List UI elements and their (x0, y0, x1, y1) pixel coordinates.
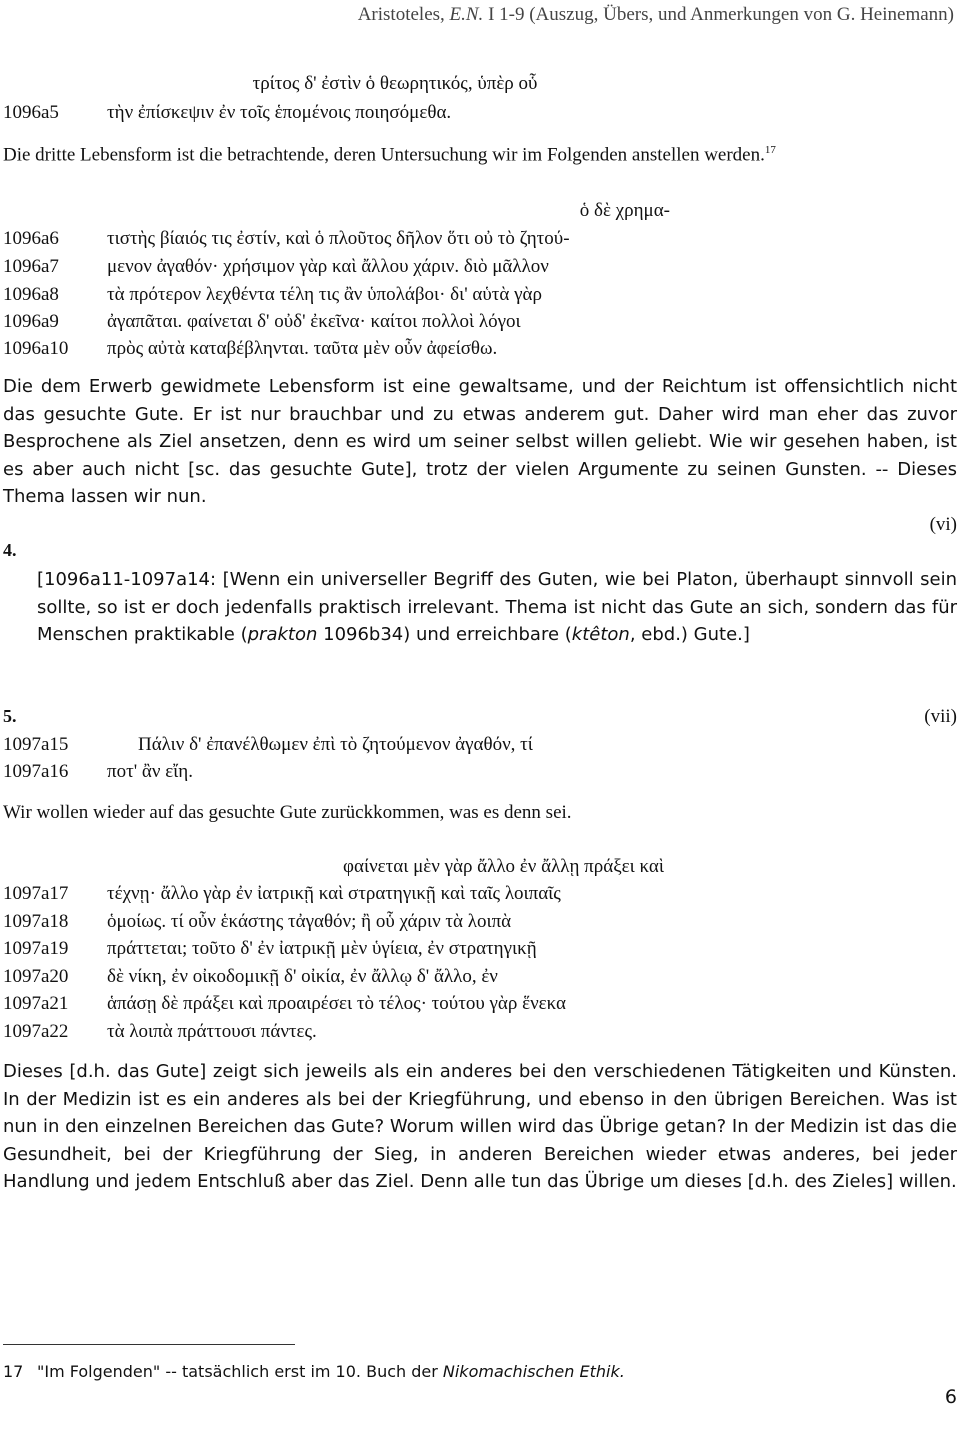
greek-text: ὁμοίως. τί οὖν ἑκάστης τἀγαθόν; ἢ οὗ χάριν τὰ λοιπὰ (107, 911, 512, 932)
translation: Wir wollen wieder auf das gesuchte Gute zurückkommen, was es denn sei. (3, 802, 572, 823)
greek-text: δὲ νίκη, ἐν οἰκοδομικῇ δ' οἰκία, ἐν ἄλλῳ δ' ἄλλο, ἐν (107, 966, 498, 987)
greek-text: ἀγαπᾶται. φαίνεται δ' οὐδ' ἐκεῖνα· καίτοι πολλοὶ λόγοι (107, 311, 521, 332)
greek-text: ἁπάσῃ δὲ πράξει καὶ προαιρέσει τὸ τέλος· τούτου γὰρ ἕνεκα (107, 993, 566, 1014)
footnote-text: "Im Folgenden" -- tatsächlich erst im 10. Buch der (37, 1362, 443, 1381)
greek-text: ποτ' ἂν εἴη. (107, 761, 193, 782)
summary-text: 1096b34) und erreichbare ( (317, 624, 572, 645)
footnote-number: 17 (3, 1362, 24, 1381)
bekker-ref: 1096a6 (3, 228, 59, 249)
bekker-ref: 1096a8 (3, 284, 59, 305)
bekker-ref: 1097a20 (3, 966, 69, 987)
greek-text: φαίνεται μὲν γὰρ ἄλλο ἐν ἄλλῃ πράξει καὶ (343, 856, 664, 877)
greek-text: πράττεται; τοῦτο δ' ἐν ἰατρικῇ μὲν ὑγίεια, ἐν στρατηγικῇ (107, 938, 537, 959)
bekker-ref: 1096a7 (3, 256, 59, 277)
greek-text: τιστὴς βίαιός τις ἐστίν, καὶ ὁ πλοῦτος δῆλον ὅτι οὐ τὸ ζητού- (107, 228, 570, 249)
bekker-ref: 1097a19 (3, 938, 69, 959)
translation-paragraph: Dieses [d.h. das Gute] zeigt sich jeweils als ein anderes bei den verschiedenen Tätigkeiten und Künsten. In der Medizin ist es ein anderes als bei der Kriegführung, und ebenso in den übrigen Bereichen. Was ist nun in den einzelnen Bereichen das Gute? Worum willen wird das Übrige getan? In der Medizin ist das die Gesundheit, bei der Kriegführung der Sieg, in anderen Bereichen wieder etwas anderes, bei jeder Handlung und jedem Entschluß aber das Ziel. Denn alle tun das Übrige um dieses [d.h. des Zieles] willen. (3, 1061, 957, 1192)
footnote-italic: Nikomachischen Ethik. (442, 1362, 625, 1381)
translation (3, 144, 776, 166)
translation-text: Die dritte Lebensform ist die betrachtende, deren Untersuchung wir im Folgenden anstellen werden. (3, 144, 765, 166)
greek-text: τρίτος δ' ἐστὶν ὁ θεωρητικός, ὑπὲρ οὗ (252, 73, 538, 94)
header-prefix: Aristoteles, (357, 4, 450, 25)
section-summary (37, 566, 957, 649)
running-header (0, 4, 954, 26)
footnote (3, 1362, 625, 1381)
bekker-ref: 1097a22 (3, 1021, 69, 1042)
summary-text: [1096a11-1097a14: [Wenn ein universeller Begriff des Guten, wie bei Platon, überhaupt sinnvoll sein sollte, so ist er doch jedenfalls praktisch irrelevant. Thema ist nicht das Gute an sich, sondern das für Menschen praktikable ( (37, 569, 957, 645)
greek-text: Πάλιν δ' ἐπανέλθωμεν ἐπὶ τὸ ζητούμενον ἀγαθόν, τί (138, 734, 533, 755)
footnote-marker[interactable]: 17 (764, 144, 776, 156)
greek-text: τὴν ἐπίσκεψιν ἐν τοῖς ἑπομένοις ποιησόμεθα. (107, 102, 452, 123)
section-roman-numeral: (vi) (929, 514, 957, 535)
greek-text: πρὸς αὐτὰ καταβέβληνται. ταῦτα μὲν οὖν ἀφείσθω. (107, 338, 498, 359)
bekker-ref: 1097a18 (3, 911, 69, 932)
greek-text: τὰ πρότερον λεχθέντα τέλη τις ἂν ὑπολάβοι· δι' αὑτὰ γὰρ (107, 284, 542, 305)
bekker-ref: 1096a10 (3, 338, 69, 359)
bekker-ref: 1096a5 (3, 102, 59, 123)
summary-italic-term: ktêton (571, 624, 630, 645)
bekker-ref: 1096a9 (3, 311, 59, 332)
summary-text: , ebd.) Gute.] (629, 624, 750, 645)
section-number: 4. (3, 540, 17, 560)
summary-italic-term: prakton (247, 624, 318, 645)
greek-text: τέχνῃ· ἄλλο γὰρ ἐν ἰατρικῇ καὶ στρατηγικῇ καὶ ταῖς λοιπαῖς (107, 883, 561, 904)
footnote-rule (3, 1344, 295, 1345)
section-roman-numeral: (vii) (924, 706, 957, 727)
bekker-ref: 1097a15 (3, 734, 69, 755)
header-title-italic: E.N. (449, 4, 484, 25)
bekker-ref: 1097a17 (3, 883, 69, 904)
bekker-ref: 1097a16 (3, 761, 69, 782)
greek-text: μενον ἀγαθόν· χρήσιμον γὰρ καὶ ἄλλου χάριν. διὸ μᾶλλον (107, 256, 549, 277)
bekker-ref: 1097a21 (3, 993, 69, 1014)
header-suffix: I 1-9 (Auszug, Übers, und Anmerkungen von G. Heinemann) (483, 4, 954, 25)
greek-text: ὁ δὲ χρημα- (579, 200, 670, 221)
page-number: 6 (944, 1386, 957, 1408)
translation-paragraph: Die dem Erwerb gewidmete Lebensform ist eine gewaltsame, und der Reichtum ist offensichtlich nicht das gesuchte Gute. Er ist nur brauchbar und zu etwas anderem gut. Daher wird man eher das zuvor Besprochene als Ziel ansetzen, denn es wird um seiner selbst willen geliebt. Wie wir gesehen haben, ist es aber auch nicht [sc. das gesuchte Gute], trotz der vielen Argumente zu seinen Gunsten. -- Dieses Thema lassen wir nun. (3, 376, 957, 507)
section-number: 5. (3, 706, 17, 726)
greek-text: τὰ λοιπὰ πράττουσι πάντες. (107, 1021, 317, 1042)
